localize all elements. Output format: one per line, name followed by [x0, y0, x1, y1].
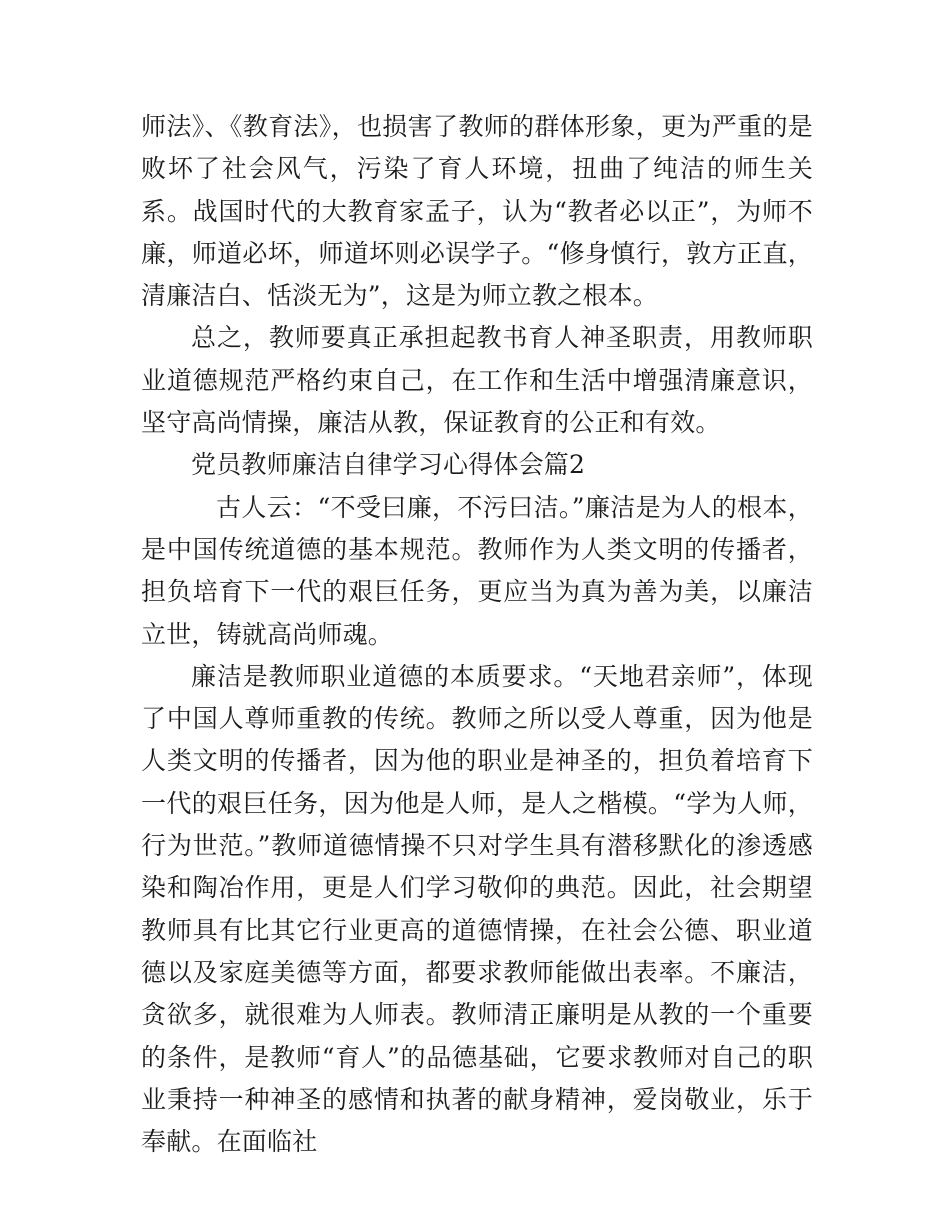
paragraph-continuation: 师法》、《教育法》，也损害了教师的群体形象，更为严重的是败坏了社会风气，污染了育人环境，扭曲了纯洁的师生关系。战国时代的大教育家孟子，认为“教者必以正”，为师不廉，师道必坏，师道坏则必误学子。“修身慎行，敦方正直，清廉洁白、恬淡无为”，这是为师立教之根本。 — [141, 112, 813, 311]
section-heading: 党员教师廉洁自律学习心得体会篇2 — [191, 450, 586, 480]
paragraph-quote-intro: 古人云：“不受曰廉，不污曰洁。”廉洁是为人的根本，是中国传统道德的基本规范。教师作为人类文明的传播者，担负培育下一代的艰巨任务，更应当为真为善为美，以廉洁立世，铸就高尚师魂。 — [141, 492, 813, 649]
document-body — [141, 106, 813, 1163]
paragraph-integrity: 廉洁是教师职业道德的本质要求。“天地君亲师”，体现了中国人尊师重教的传统。教师之所以受人尊重，因为他是人类文明的传播者，因为他的职业是神圣的，担负着培育下一代的艰巨任务，因为他是人师，是人之楷模。“学为人师，行为世范。”教师道德情操不只对学生具有潜移默化的渗透感染和陶冶作用，更是人们学习敬仰的典范。因此，社会期望教师具有比其它行业更高的道德情操，在社会公德、职业道德以及家庭美德等方面，都要求教师能做出表率。不廉洁，贪欲多，就很难为人师表。教师清正廉明是从教的一个重要的条件，是教师“育人”的品德基础，它要求教师对自己的职业秉持一种神圣的感情和执著的献身精神，爱岗敬业，乐于奉献。在面临社 — [141, 661, 813, 1157]
paragraph-conclusion: 总之，教师要真正承担起教书育人神圣职责，用教师职业道德规范严格约束自己，在工作和生活中增强清廉意识，坚守高尚情操，廉洁从教，保证教育的公正和有效。 — [141, 323, 813, 438]
